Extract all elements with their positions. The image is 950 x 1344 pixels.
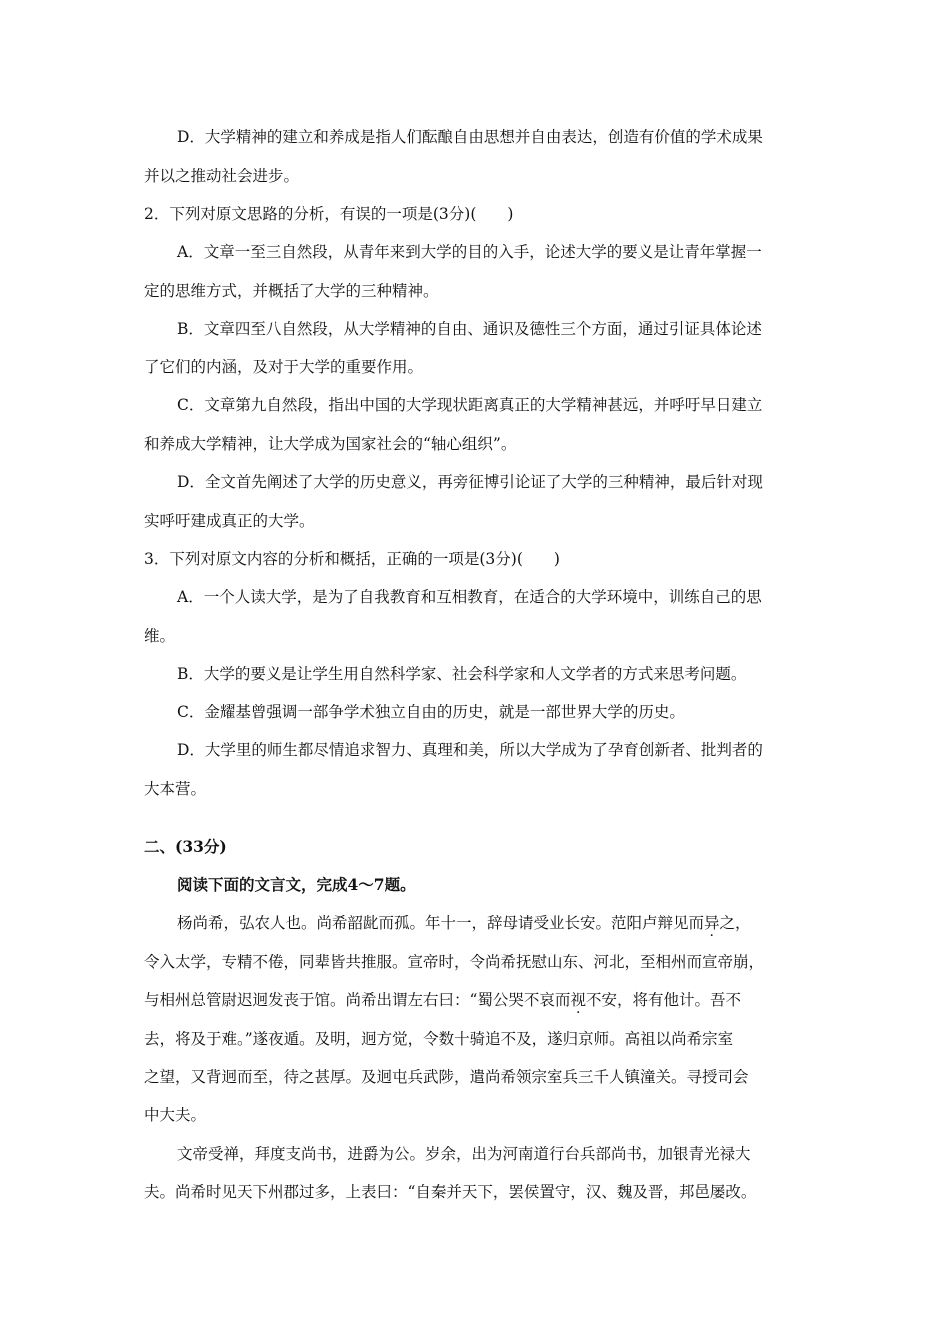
q2-option-b-line1: B．文章四至八自然段，从大学精神的自由、通识及德性三个方面，通过引证具体论述 bbox=[177, 320, 762, 338]
passage-p1-line4: 去，将及于难。”遂夜遁。及明，迥方觉，令数十骑追不及，遂归京师。高祖以尚希宗室 bbox=[144, 1030, 734, 1048]
q2-option-d-line1: D．全文首先阐述了大学的历史意义，再旁征博引论证了大学的三种精神，最后针对现 bbox=[177, 473, 763, 491]
passage-p1-line3 bbox=[144, 990, 741, 1010]
q3-option-a-line2: 维。 bbox=[144, 627, 176, 645]
section-instruction: 阅读下面的文言文，完成4～7题。 bbox=[177, 875, 416, 894]
q2-option-d-line2: 实呼吁建成真正的大学。 bbox=[144, 512, 315, 530]
q1-option-d-line2: 并以之推动社会进步。 bbox=[144, 167, 300, 185]
passage-p1-line3-post: 不安，将有他计。吾不 bbox=[585, 991, 741, 1009]
passage-p1-line2: 令入太学，专精不倦，同辈皆共推服。宣帝时，令尚希抚慰山东、河北，至相州而宣帝崩， bbox=[144, 953, 765, 971]
passage-p2-line1: 文帝受禅，拜度支尚书，进爵为公。岁余，出为河南道行台兵部尚书，加银青光禄大 bbox=[177, 1145, 751, 1163]
passage-p1-line1-pre: 杨尚希，弘农人也。尚希韶龀而孤。年十一，辞母请受业长安。范阳卢辩见而 bbox=[177, 914, 705, 932]
q2-stem: 2．下列对原文思路的分析，有误的一项是(3分)( ) bbox=[144, 205, 514, 223]
q2-option-a-line1: A．文章一至三自然段，从青年来到大学的目的入手，论述大学的要义是让青年掌握一 bbox=[177, 243, 762, 261]
q2-option-a-line2: 定的思维方式，并概括了大学的三种精神。 bbox=[144, 282, 439, 300]
emphasis-dot-char: 视 bbox=[570, 991, 586, 1009]
section-heading: 二、(33分) bbox=[144, 837, 227, 856]
q3-option-a-line1: A．一个人读大学，是为了自我教育和互相教育，在适合的大学环境中，训练自己的思 bbox=[177, 588, 762, 606]
passage-p1-line6: 中大夫。 bbox=[144, 1106, 207, 1124]
passage-p1-line1-post: 之， bbox=[719, 914, 751, 932]
q2-option-b-line2: 了它们的内涵，及对于大学的重要作用。 bbox=[144, 358, 424, 376]
q3-option-b-line1: B．大学的要义是让学生用自然科学家、社会科学家和人文学者的方式来思考问题。 bbox=[177, 665, 747, 683]
q1-option-d-line1: D．大学精神的建立和养成是指人们酝酿自由思想并自由表达，创造有价值的学术成果 bbox=[177, 128, 763, 146]
q2-option-c-line2: 和养成大学精神，让大学成为国家社会的“轴心组织”。 bbox=[144, 435, 517, 453]
passage-p1-line3-pre: 与相州总管尉迟迥发丧于馆。尚希出谓左右曰：“蜀公哭不哀而 bbox=[144, 991, 571, 1009]
q3-option-d-line2: 大本营。 bbox=[144, 780, 207, 798]
passage-p1-line5: 之望，又背迥而至，待之甚厚。及迥屯兵武陟，遣尚希领宗室兵三千人镇潼关。寻授司会 bbox=[144, 1068, 749, 1086]
q3-option-c-line1: C．金耀基曾强调一部争学术独立自由的历史，就是一部世界大学的历史。 bbox=[177, 703, 685, 721]
emphasis-dot-char: 异 bbox=[704, 914, 720, 932]
q3-stem: 3．下列对原文内容的分析和概括，正确的一项是(3分)( ) bbox=[144, 550, 560, 568]
q2-option-c-line1: C．文章第九自然段，指出中国的大学现状距离真正的大学精神甚远，并呼吁早日建立 bbox=[177, 396, 763, 414]
passage-p2-line2: 夫。尚希时见天下州郡过多，上表曰：“自秦并天下，罢侯置守，汉、魏及晋，邦邑屡改。 bbox=[144, 1183, 757, 1201]
passage-p1-line1 bbox=[177, 913, 751, 933]
q3-option-d-line1: D．大学里的师生都尽情追求智力、真理和美，所以大学成为了孕育创新者、批判者的 bbox=[177, 741, 763, 759]
